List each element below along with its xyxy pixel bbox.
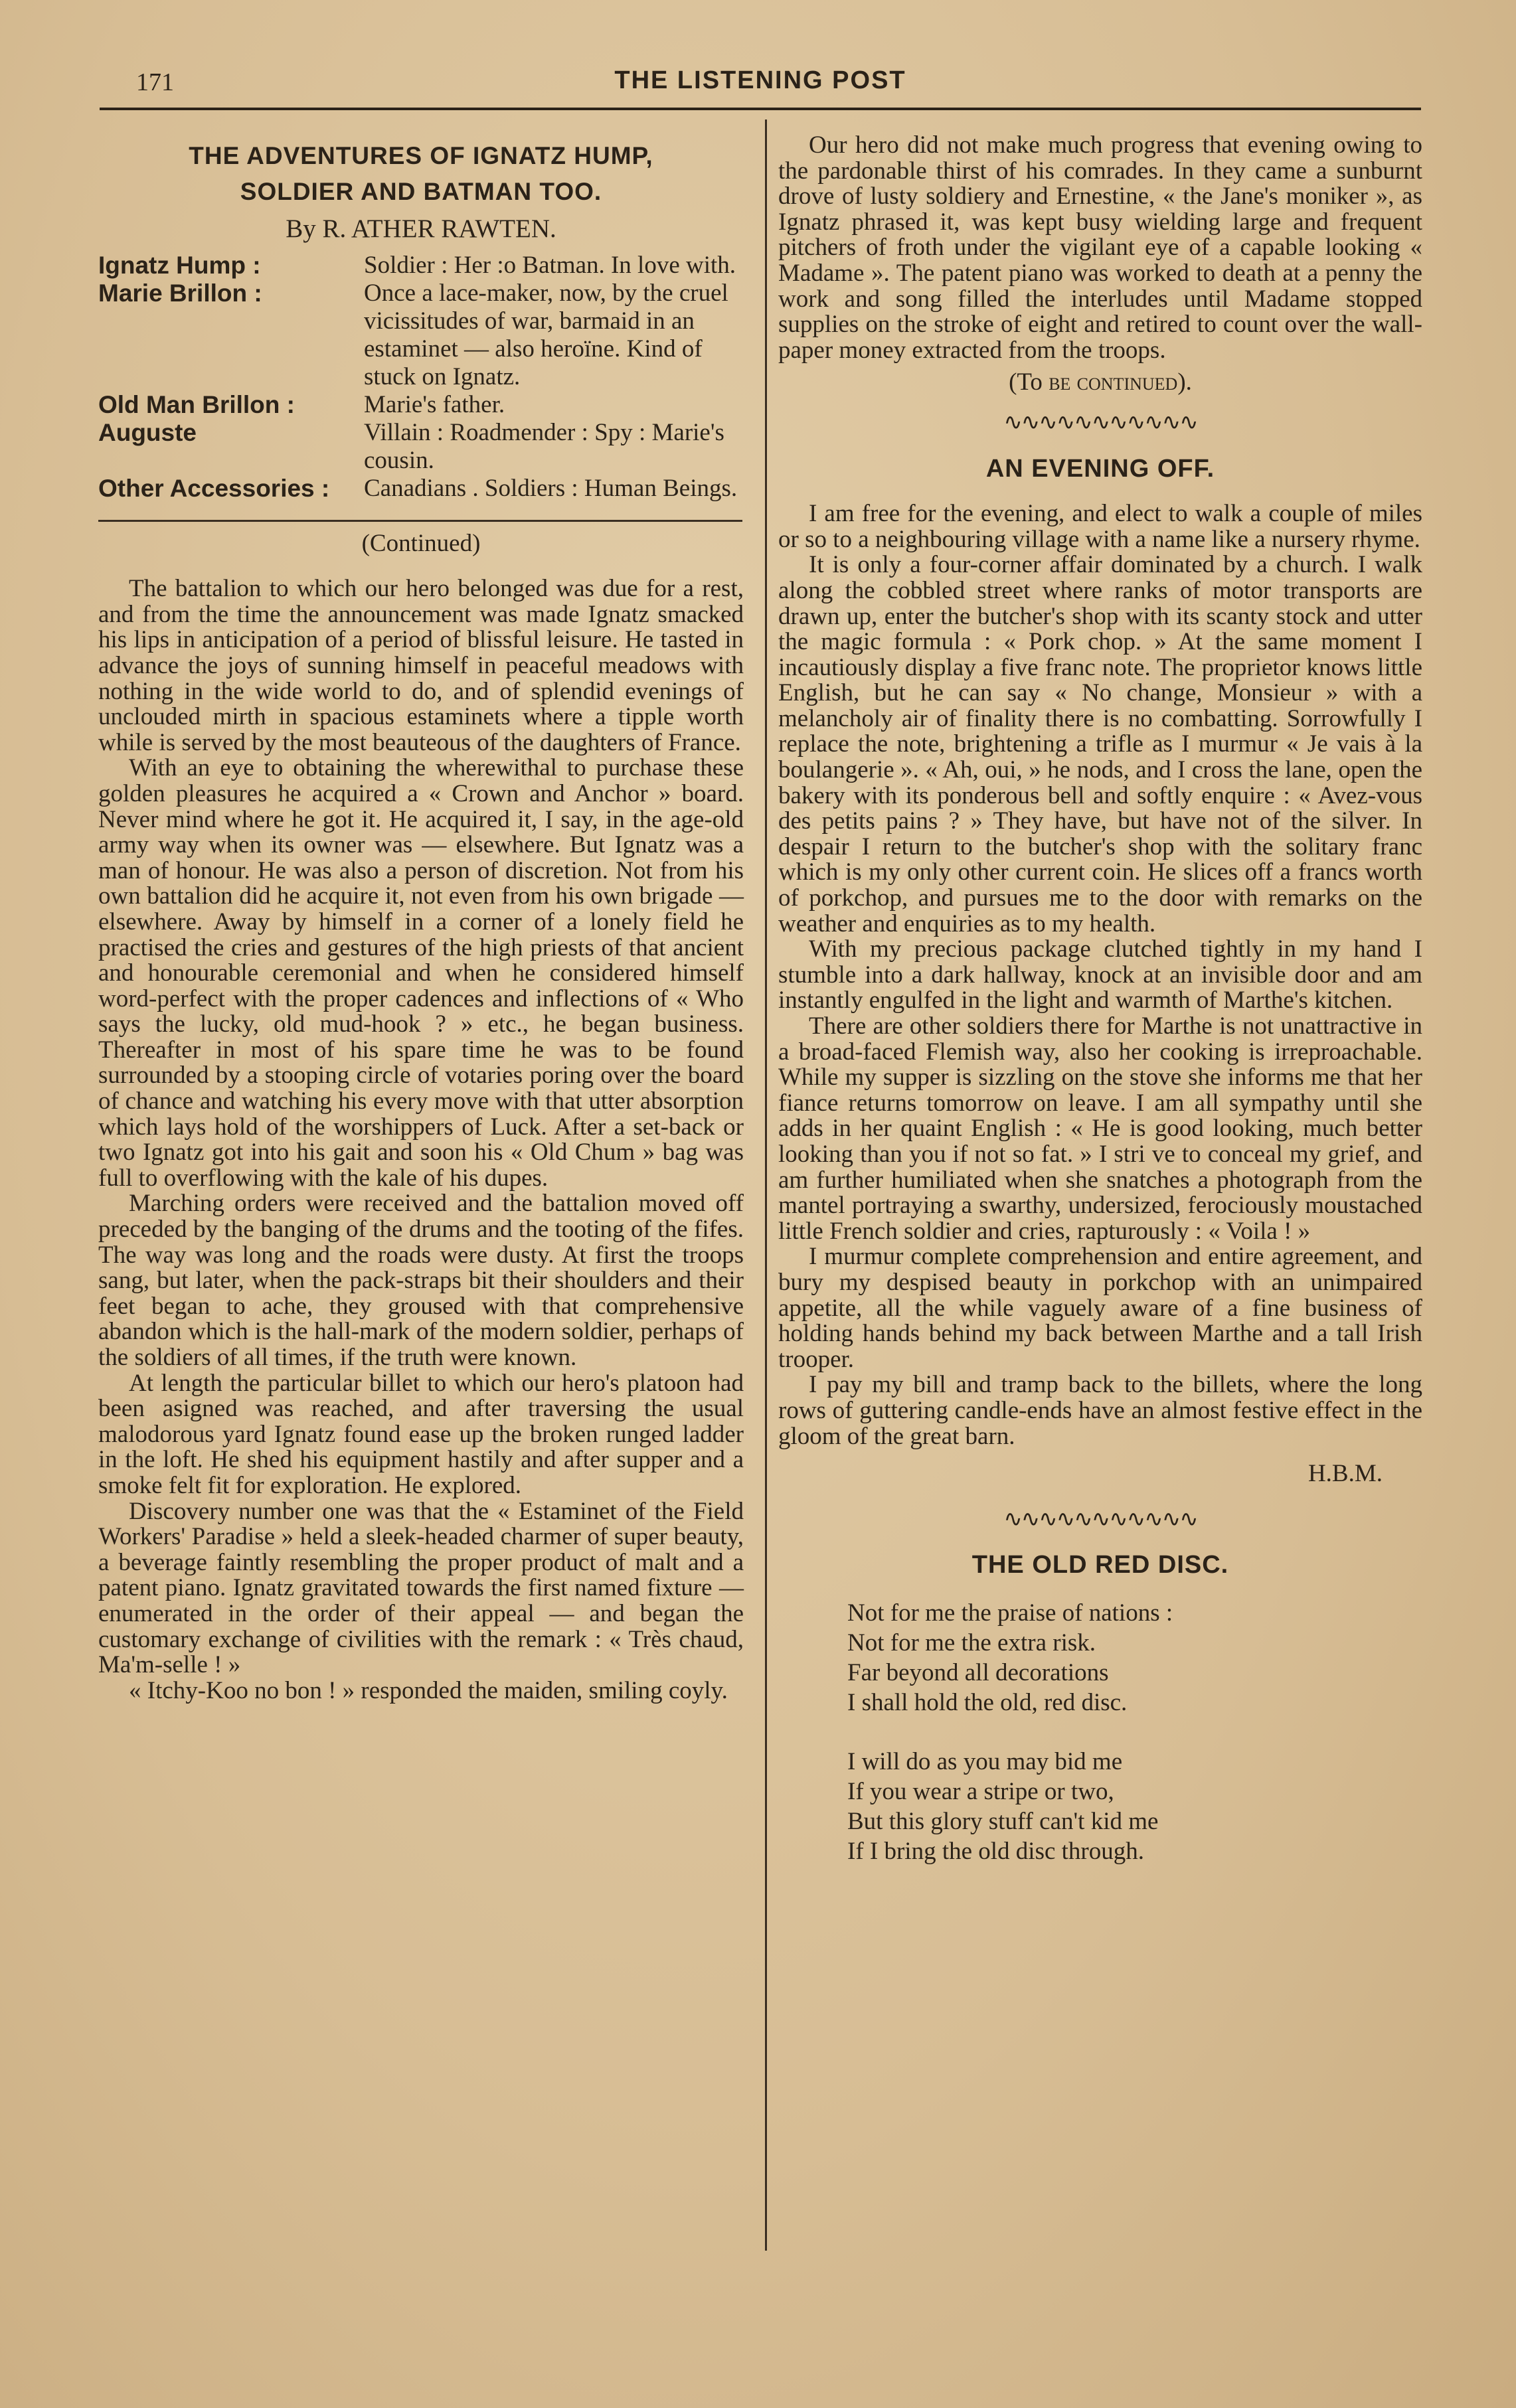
cast-role: Other Accessories :	[98, 474, 330, 502]
article-paragraph: With my precious package clutched tightly in my hand I stumble into a dark hallway, knock at an invisible door and am instantly engulfed in the light and warmth of Marthe's kitchen.	[778, 935, 1422, 1014]
article-title-line: SOLDIER AND BATMAN TOO.	[240, 178, 602, 205]
running-title: THE LISTENING POST	[614, 66, 906, 94]
cast-list	[98, 252, 744, 503]
article-title: AN EVENING OFF.	[985, 454, 1215, 483]
article-paragraph: I am free for the evening, and elect to walk a couple of miles or so to a neighbouring village with a name like a nursery rhyme.	[778, 500, 1422, 553]
cast-description: Once a lace-maker, now, by the cruel vicissitudes of war, barmaid in an estaminet — also heroïne. Kind of stuck on Ignatz.	[364, 279, 728, 390]
article-paragraph: Discovery number one was that the « Estaminet of the Field Workers' Paradise » held a sleek-headed charmer of super beauty, a beverage faintly resembling the proper product of malt and a patent piano. Ignatz gravitated towards the first named fixture — enumerated in the order of their appeal — and began the customary exchange of civilities with the remark : « Très chaud, Ma'm-selle ! »	[98, 1497, 744, 1679]
article-title	[98, 138, 744, 210]
continued-note: (Continued)	[361, 529, 481, 557]
right-column	[778, 133, 1422, 1895]
to-be-continued	[778, 370, 1422, 396]
article-title-line: THE ADVENTURES OF IGNATZ HUMP,	[189, 142, 653, 169]
poem-line: But this glory stuff can't kid me	[847, 1807, 1159, 1835]
cast-row	[98, 252, 744, 280]
header-rule	[100, 108, 1421, 110]
page-number: 171	[136, 68, 174, 96]
cast-description: Marie's father.	[364, 390, 505, 418]
article-paragraph: I murmur complete comprehension and entire agreement, and bury my despised beauty in porkchop with an unimpaired appetite, all the while vaguely aware of a fine business of holding hands behind my back between Marthe and a tall Irish trooper.	[778, 1243, 1422, 1373]
poem-line: I shall hold the old, red disc.	[847, 1688, 1128, 1716]
article-paragraph: Marching orders were received and the battalion moved off preceded by the banging of the drums and the tooting of the fifes. The way was long and the roads were dusty. At first the troops sang, but later, when the pack-straps bit their shoulders and their feet began to ache, they groused with that comprehensive abandon which is the hall-mark of the modern soldier, perhaps of the soldiers of all times, if the truth were known.	[98, 1190, 744, 1371]
to-be-continued-close: ).	[1177, 368, 1192, 396]
cast-description: Soldier : Her :o Batman. In love with.	[364, 251, 736, 279]
article-paragraph: It is only a four-corner affair dominated by a church. I walk along the cobbled street where ranks of motor transports are drawn up, enter the butcher's shop with its scanty stock and utter the magic formula : « Pork chop. » At the same moment I incautiously display a five franc note. The proprietor knows little English, but he can say « No change, Monsieur » with a melancholy air of finality there is no combatting. Sorrowfully I replace the note, brightening a trifle as I murmur « Je vais à la boulangerie ». « Ah, oui, » he nods, and I cross the lane, open the bakery with its ponderous bell and softly enquire : « Avez-vous des petits pains ? » They have, but have not of the silver. In despair I return to the butcher's shop with the solitary franc which is my only other current coin. He slices off a francs worth of porkchop, and pursues me to the door with remarks on the weather and enquiries as to my health.	[778, 551, 1422, 937]
article-paragraph: There are other soldiers there for Marthe is not unattractive in a broad-faced Flemish way, also her cooking is irreproachable. While my supper is sizzling on the stove she informs me that her fiance returns tomorrow on leave. I am all sympathy until she adds in her quaint English : « He is good looking, much better looking than you if not so fat. » I stri ve to conceal my grief, and am further humiliated when she snatches a photograph from the mantel portraying a swarthy, undersized, ferociously moustached little French soldier and cries, rapturously : « Voila ! »	[778, 1012, 1422, 1245]
cast-role: Old Man Brillon :	[98, 390, 295, 418]
cast-role: Auguste	[98, 418, 197, 446]
poem-stanza	[847, 1598, 1422, 1718]
poem-line: Not for me the praise of nations :	[847, 1599, 1173, 1627]
cast-role: Ignatz Hump :	[98, 251, 261, 279]
cast-row	[98, 391, 744, 419]
article-paragraph: At length the particular billet to which our hero's platoon had been asigned was reached, and after traversing the usual malodorous yard Ignatz found ease up the broken runged ladder in the loft. He shed his equipment hastily and after supper and a smoke felt fit for exploration. He explored.	[98, 1369, 744, 1499]
poem-title: THE OLD RED DISC.	[971, 1551, 1229, 1579]
poem-line: Far beyond all decorations	[847, 1658, 1109, 1686]
poem-line: I will do as you may bid me	[847, 1747, 1123, 1775]
to-be-continued-text: be continued	[1049, 368, 1178, 396]
article-paragraph: The battalion to which our hero belonged was due for a rest, and from the time the announcement was made Ignatz smacked his lips in anticipation of a period of blissful leisure. He tasted in advance the joys of sunning himself in peaceful meadows with nothing in the wide world to do, and of splendid evenings of unclouded mirth in spacious estaminets where a tipple worth while is served by the most beauteous of the daughters of France.	[98, 575, 744, 756]
cast-row	[98, 475, 744, 503]
cast-row	[98, 419, 744, 475]
article-paragraph: « Itchy-Koo no bon ! » responded the maiden, smiling coyly.	[129, 1676, 728, 1704]
byline: By R. ATHER RAWTEN.	[286, 214, 556, 243]
squiggle-separator: ∿∿∿∿∿∿∿∿∿∿∿	[1003, 410, 1197, 435]
column-divider	[765, 120, 767, 2251]
squiggle-separator: ∿∿∿∿∿∿∿∿∿∿∿	[1003, 1506, 1197, 1532]
author-signature: H.B.M.	[1307, 1460, 1383, 1488]
cast-role: Marie Brillon :	[98, 279, 262, 307]
article-paragraph: With an eye to obtaining the wherewithal to purchase these golden pleasures he acquired a « Crown and Anchor » board. Never mind where he got it. He acquired it, I say, in the age-old army way when its owner was — elsewhere. But Ignatz was a man of honour. He was also a person of discretion. Not from his own battalion did he acquire it, not even from his own brigade — elsewhere. Away by himself in a corner of a lonely field he practised the cries and gestures of the high priests of that ancient and honourable ceremonial and when he considered himself word-perfect with the proper cadences and inflections of « Who says the lucky, old mud-hook ? » etc., he began business. Thereafter in most of his spare time he was to be found surrounded by a stooping circle of votaries poring over the board of chance and watching his every move with that utter absorption which lays hold of the worshippers of Luck. After a set-back or two Ignatz got into his gait and soon his « Old Chum » bag was full to overflowing with the kale of his dupes.	[98, 754, 744, 1192]
article-paragraph: Our hero did not make much progress that evening owing to the pardonable thirst of his comrades. In they came a sunburnt drove of lusty soldiery and Ernestine, « the Jane's moniker », as Ignatz phrased it, was kept busy wielding large and frequent pitchers of froth under the vigilant eye of a capable looking « Madame ». The patent piano was worked to death at a penny the work and song filled the interludes until Madame stopped supplies on the stroke of eight and retired to count over the wall-paper money extracted from the troops.	[778, 131, 1422, 364]
poem-stanza	[847, 1747, 1422, 1866]
cast-row	[98, 280, 744, 391]
poem	[847, 1598, 1422, 1866]
section-rule	[98, 520, 742, 522]
article-paragraph: I pay my bill and tramp back to the billets, where the long rows of guttering candle-ends have an almost festive effect in the gloom of the great barn.	[778, 1371, 1422, 1450]
poem-line: If you wear a stripe or two,	[847, 1777, 1114, 1805]
poem-line: Not for me the extra risk.	[847, 1629, 1096, 1656]
left-column	[98, 133, 744, 1704]
to-be-continued-open: (To	[1009, 368, 1049, 396]
poem-line: If I bring the old disc through.	[847, 1837, 1144, 1865]
cast-description: Canadians . Soldiers : Human Beings.	[364, 474, 738, 502]
page-header	[100, 64, 1421, 104]
cast-description: Villain : Roadmender : Spy : Marie's cousin.	[364, 418, 724, 474]
